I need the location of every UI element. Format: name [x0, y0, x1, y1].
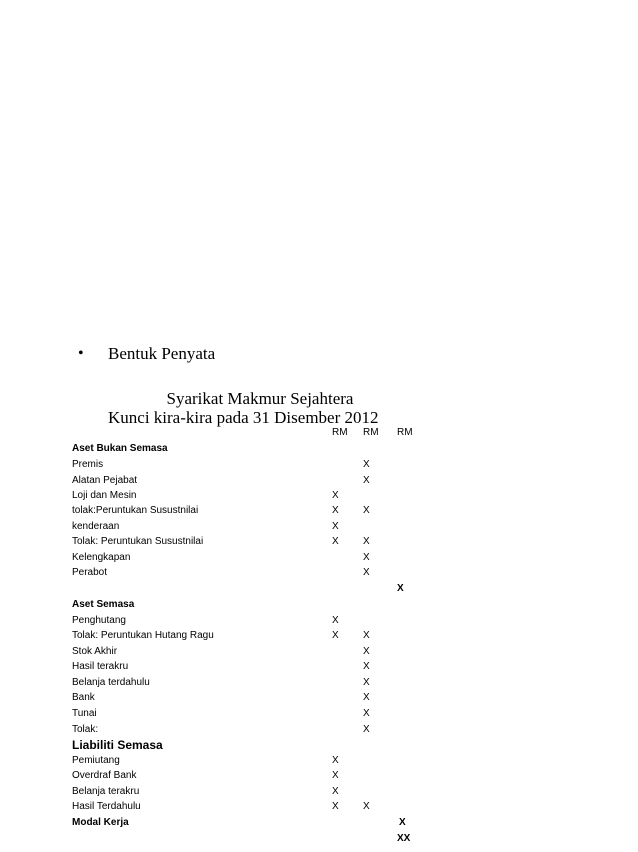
total-row — [72, 831, 472, 846]
table-row — [72, 690, 472, 705]
table-row — [72, 675, 472, 690]
row-label: Loji dan Mesin — [72, 490, 137, 501]
row-label: Bank — [72, 692, 95, 703]
row-label: Pemiutang — [72, 755, 120, 766]
row-label: tolak:Peruntukan Susustnilai — [72, 505, 199, 516]
table-row — [72, 473, 472, 488]
column-header-rm-2: RM — [363, 427, 379, 438]
row-value-c2: X — [363, 677, 370, 688]
table-row — [72, 753, 472, 768]
row-value-c2: X — [363, 475, 370, 486]
row-value-c3: X — [397, 583, 404, 594]
row-label: Hasil terakru — [72, 661, 129, 672]
row-label: Modal Kerja — [72, 817, 129, 828]
row-value-c2: X — [363, 459, 370, 470]
table-row — [72, 768, 472, 783]
row-label: Belanja terdahulu — [72, 677, 150, 688]
row-label: Tolak: — [72, 724, 99, 735]
section-row-aset-bukan-semasa — [72, 441, 472, 456]
row-value-c3: X — [399, 817, 406, 828]
row-value-c2: X — [363, 692, 370, 703]
section-row-aset-semasa — [72, 597, 472, 612]
row-label: Tolak: Peruntukan Hutang Ragu — [72, 630, 214, 641]
row-label: Tolak: Peruntukan Susustnilai — [72, 536, 204, 547]
row-value-c1: X — [332, 521, 339, 532]
row-value-c2: X — [363, 552, 370, 563]
row-label: Alatan Pejabat — [72, 475, 138, 486]
row-value-c2: X — [363, 567, 370, 578]
row-value-c1: X — [332, 536, 339, 547]
row-value-c1: X — [332, 630, 339, 641]
company-title: Syarikat Makmur Sejahtera — [166, 389, 354, 408]
row-value-c2: X — [363, 646, 370, 657]
column-header-rm-1: RM — [332, 427, 348, 438]
row-label: Aset Bukan Semasa — [72, 443, 168, 454]
row-label: Aset Semasa — [72, 599, 135, 610]
row-value-c2: X — [363, 536, 370, 547]
bullet-icon: • — [78, 345, 84, 362]
row-value-c1: X — [332, 786, 339, 797]
row-label: Overdraf Bank — [72, 770, 137, 781]
subtotal-row — [72, 581, 472, 596]
modal-kerja-row — [72, 815, 472, 830]
row-label: Perabot — [72, 567, 108, 578]
table-row — [72, 799, 472, 814]
section-row-liabiliti-semasa — [72, 737, 472, 754]
section-heading: Bentuk Penyata — [108, 344, 216, 363]
row-value-c1: X — [332, 755, 339, 766]
table-row — [72, 784, 472, 799]
row-value-c1: X — [332, 801, 339, 812]
row-value-c3: XX — [397, 833, 411, 844]
row-label: Stok Akhir — [72, 646, 118, 657]
table-row — [72, 644, 472, 659]
table-row — [72, 706, 472, 721]
row-label: kenderaan — [72, 521, 120, 532]
row-value-c2: X — [363, 505, 370, 516]
row-label: Hasil Terdahulu — [72, 801, 141, 812]
row-value-c2: X — [363, 708, 370, 719]
row-label: Tunai — [72, 708, 97, 719]
table-row — [72, 565, 472, 580]
row-value-c2: X — [363, 801, 370, 812]
row-label: Penghutang — [72, 615, 126, 626]
column-header-row — [72, 425, 472, 440]
column-header-rm-3: RM — [397, 427, 413, 438]
row-value-c1: X — [332, 615, 339, 626]
table-row — [72, 628, 472, 643]
table-row — [72, 519, 472, 534]
row-label: Premis — [72, 459, 104, 470]
row-value-c1: X — [332, 505, 339, 516]
row-label: Kelengkapan — [72, 552, 131, 563]
table-row — [72, 550, 472, 565]
table-row — [72, 722, 472, 737]
table-row — [72, 503, 472, 518]
table-row — [72, 488, 472, 503]
statement-subtitle: Kunci kira-kira pada 31 Disember 2012 — [108, 408, 379, 427]
table-row — [72, 613, 472, 628]
row-label: Belanja terakru — [72, 786, 140, 797]
row-value-c2: X — [363, 661, 370, 672]
row-value-c1: X — [332, 490, 339, 501]
row-value-c1: X — [332, 770, 339, 781]
table-row — [72, 534, 472, 549]
table-row — [72, 659, 472, 674]
table-row — [72, 457, 472, 472]
row-value-c2: X — [363, 724, 370, 735]
row-label: Liabiliti Semasa — [72, 738, 163, 752]
row-value-c2: X — [363, 630, 370, 641]
